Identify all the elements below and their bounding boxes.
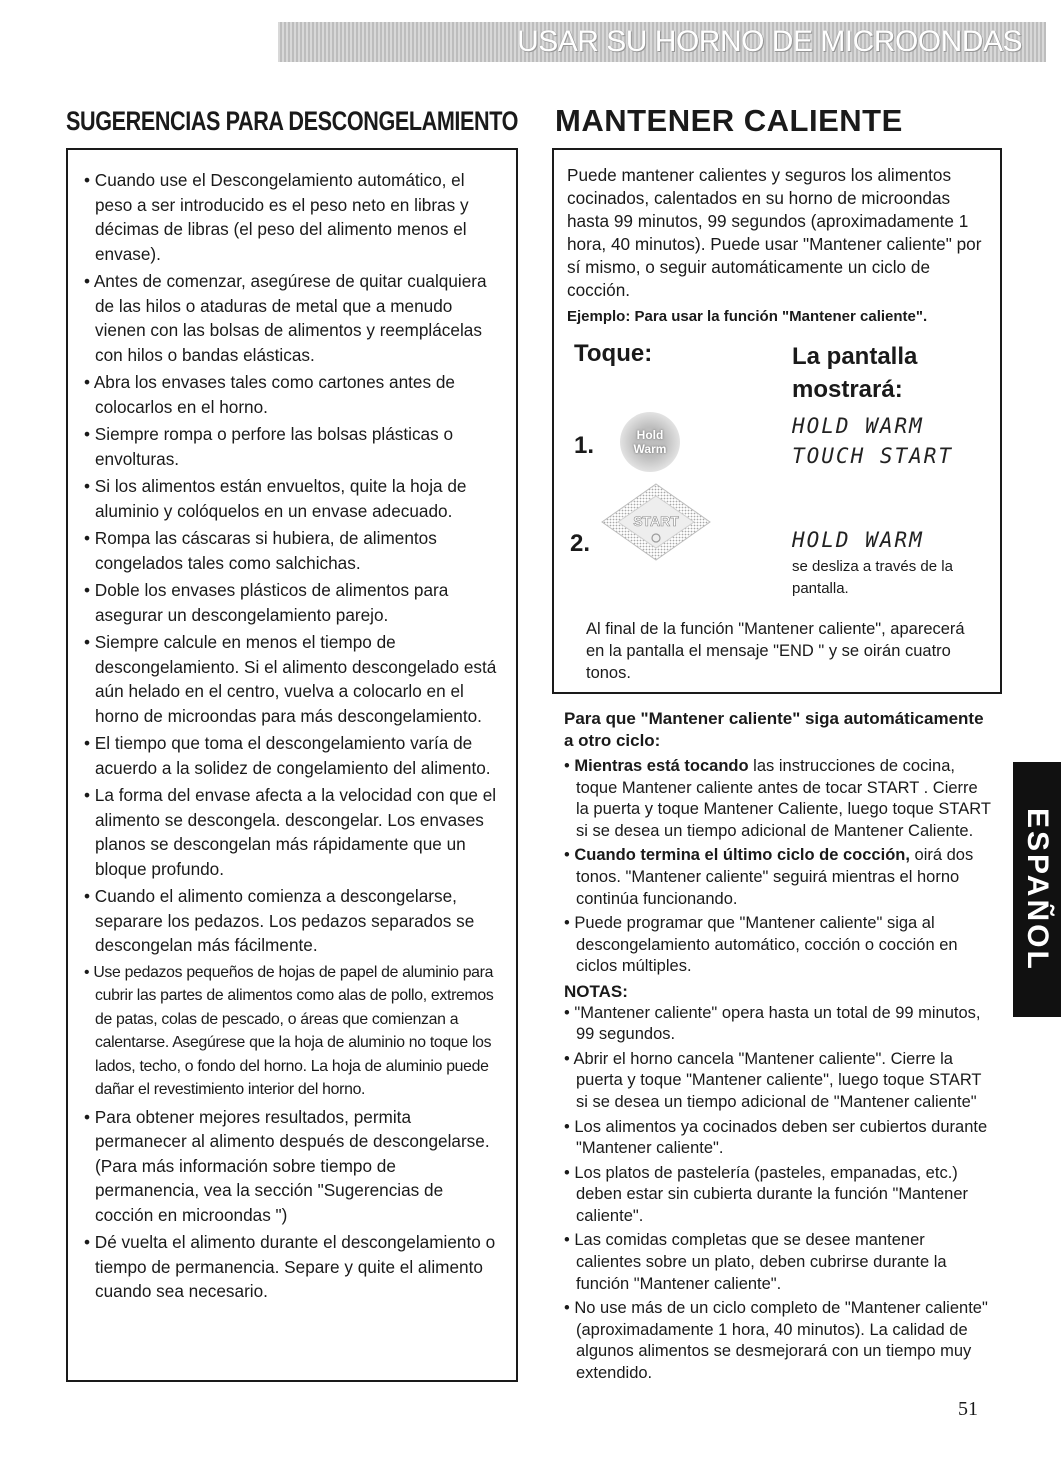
page-number: 51 (958, 1398, 978, 1420)
hold-warm-pad-line1: Hold (636, 428, 664, 442)
tip-item: • Cuando use el Descongelamiento automático, el peso a ser introducido es el peso neto en libras y décimas de libras (el peso del alimento menos el envase). (84, 168, 504, 266)
auto-follow-item (564, 913, 994, 978)
step-2-display: HOLD WARM (792, 528, 924, 552)
tip-item: • Antes de comenzar, asegúrese de quitar cualquiera de las hilos o ataduras de metal que a menudo vienen con las bolsas de alimentos y reemplácelas con hilos o bandas elásticas. (84, 269, 504, 367)
language-tab-label: ESPAÑOL (1021, 807, 1054, 972)
auto-follow-item (564, 845, 994, 910)
auto-follow-item-lead: Mientras está tocando (574, 757, 749, 775)
note-item: • Los alimentos ya cocinados deben ser cubiertos durante "Mantener caliente". (564, 1117, 994, 1160)
tip-item: • Abra los envases tales como cartones antes de colocarlos en el horno. (84, 370, 504, 419)
step-2-number: 2. (570, 530, 591, 557)
display-column-label: La pantalla mostrará: (792, 343, 918, 403)
tip-item: • Dé vuelta el alimento durante el descongelamiento o tiempo de permanencia. Separe y quite el alimento cuando sea necesario. (84, 1230, 504, 1304)
note-item: • Los platos de pastelería (pasteles, empanadas, etc.) deben estar sin cubierta durante la función "Mantener caliente". (564, 1163, 994, 1228)
tip-item: • Siempre calcule en menos el tiempo de descongelamiento. Si el alimento descongelado está aún helado en el centro, vuelva a colocarlo en el horno de microondas para más descongelamiento. (84, 630, 504, 728)
auto-follow-item-text: Puede programar que "Mantener caliente" siga al descongelamiento automático, cocción o cocción en ciclos múltiples. (574, 914, 958, 976)
auto-follow-item (564, 756, 994, 842)
tip-item: • El tiempo que toma el descongelamiento varía de acuerdo a la solidez de congelamiento del alimento. (84, 731, 504, 780)
keep-warm-auto-section (564, 708, 994, 1388)
start-pad-icon (600, 482, 712, 562)
tip-item: • Rompa las cáscaras si hubiera, de alimentos congelados tales como salchichas. (84, 526, 504, 575)
end-message-note: Al final de la función "Mantener caliente", aparecerá en la pantalla el mensaje "END " y se oirán cuatro tonos. (586, 620, 965, 682)
keep-warm-box (552, 148, 1002, 694)
example-caption: Ejemplo: Para usar la función "Mantener caliente". (567, 308, 928, 325)
tip-item: • La forma del envase afecta a la velocidad con que el alimento se descongela. descongelar. Los envases planos se descongelan más rápidamente que un bloque profundo. (84, 783, 504, 881)
touch-column-label: Toque: (574, 340, 653, 367)
tip-item: • Para obtener mejores resultados, permita permanecer al alimento después de descongelarse. (Para más información sobre tiempo de permanencia, vea la sección "Sugerencias de cocción en microondas ") (84, 1105, 504, 1228)
step-1-display-line2: TOUCH START (792, 444, 954, 468)
hold-warm-pad-icon (620, 412, 680, 472)
step-1-number: 1. (574, 432, 595, 459)
auto-follow-item-text: oirá dos tonos. "Mantener caliente" seguirá mientras el horno continúa funcionando. (576, 846, 974, 908)
tip-item: • Cuando el alimento comienza a descongelarse, separare los pedazos. Los pedazos separados se descongelan más fácilmente. (84, 884, 504, 958)
tip-item: • Si los alimentos están envueltos, quite la hoja de aluminio y colóquelos en un envase adecuado. (84, 474, 504, 523)
step-1-display-line1: HOLD WARM (792, 414, 924, 438)
keep-warm-intro: Puede mantener calientes y seguros los alimentos cocinados, calentados en su horno de microondas hasta 99 minutos, 99 segundos (aproximadamente 1 hora, 40 minutos). Puede usar "Mantener caliente" por sí mismo, o seguir automáticamente un ciclo de cocción. (567, 165, 982, 300)
auto-follow-item-lead: Cuando termina el último ciclo de cocción, (574, 846, 910, 865)
defrost-tips-box (66, 148, 518, 1382)
notes-list (564, 1003, 994, 1385)
defrost-tips-list (68, 150, 516, 1304)
notes-heading: NOTAS: (564, 981, 628, 1001)
tip-item: • Doble los envases plásticos de alimentos para asegurar un descongelamiento parejo. (84, 578, 504, 627)
auto-follow-item-text: las instrucciones de cocina, toque Mantener caliente antes de tocar START . Cierre la puerta y toque Mantener Caliente, luego toque START si se desea un tiempo adicional de Mantener Caliente. (576, 757, 991, 840)
banner-text: USAR SU HORNO DE MICROONDAS (517, 25, 1022, 58)
note-item: • No use más de un ciclo completo de "Mantener caliente" (aproximadamente 1 hora, 40 minutos). La calidad de algunos alimentos se desmejorará con un tiempo muy extendido. (564, 1298, 994, 1384)
auto-follow-heading: Para que "Mantener caliente" siga automáticamente a otro ciclo: (564, 709, 984, 750)
note-item: • Las comidas completas que se desee mantener calientes sobre un plato, deben cubrirse durante la función "Mantener caliente". (564, 1230, 994, 1295)
start-pad-label: START (633, 513, 679, 529)
tip-item: • Use pedazos pequeños de hojas de papel de aluminio para cubrir las partes de alimentos como alas de pollo, extremos de patas, colas de pescado, o áreas que comienzan a calentarse. Asegúrese que la hoja de aluminio no toque los lados, techo, o fondo del horno. La hoja de aluminio puede dañar el revestimiento interior del horno. (84, 961, 504, 1102)
note-item: • Abrir el horno cancela "Mantener caliente". Cierre la puerta y toque "Mantener caliente", luego toque START si se desea un tiempo adicional de "Mantener caliente" (564, 1049, 994, 1114)
step-2-note: se desliza a través de la pantalla. (792, 558, 953, 597)
auto-follow-list (564, 756, 994, 978)
note-item: • "Mantener caliente" opera hasta un total de 99 minutos, 99 segundos. (564, 1003, 994, 1046)
language-tab (1013, 762, 1061, 1017)
defrost-tips-heading: SUGERENCIAS PARA DESCONGELAMIENTO (66, 106, 519, 136)
section-banner (278, 22, 1046, 62)
keep-warm-heading: MANTENER CALIENTE (555, 103, 903, 138)
hold-warm-pad-line2: Warm (633, 442, 667, 456)
tip-item: • Siempre rompa o perfore las bolsas plásticas o envolturas. (84, 422, 504, 471)
